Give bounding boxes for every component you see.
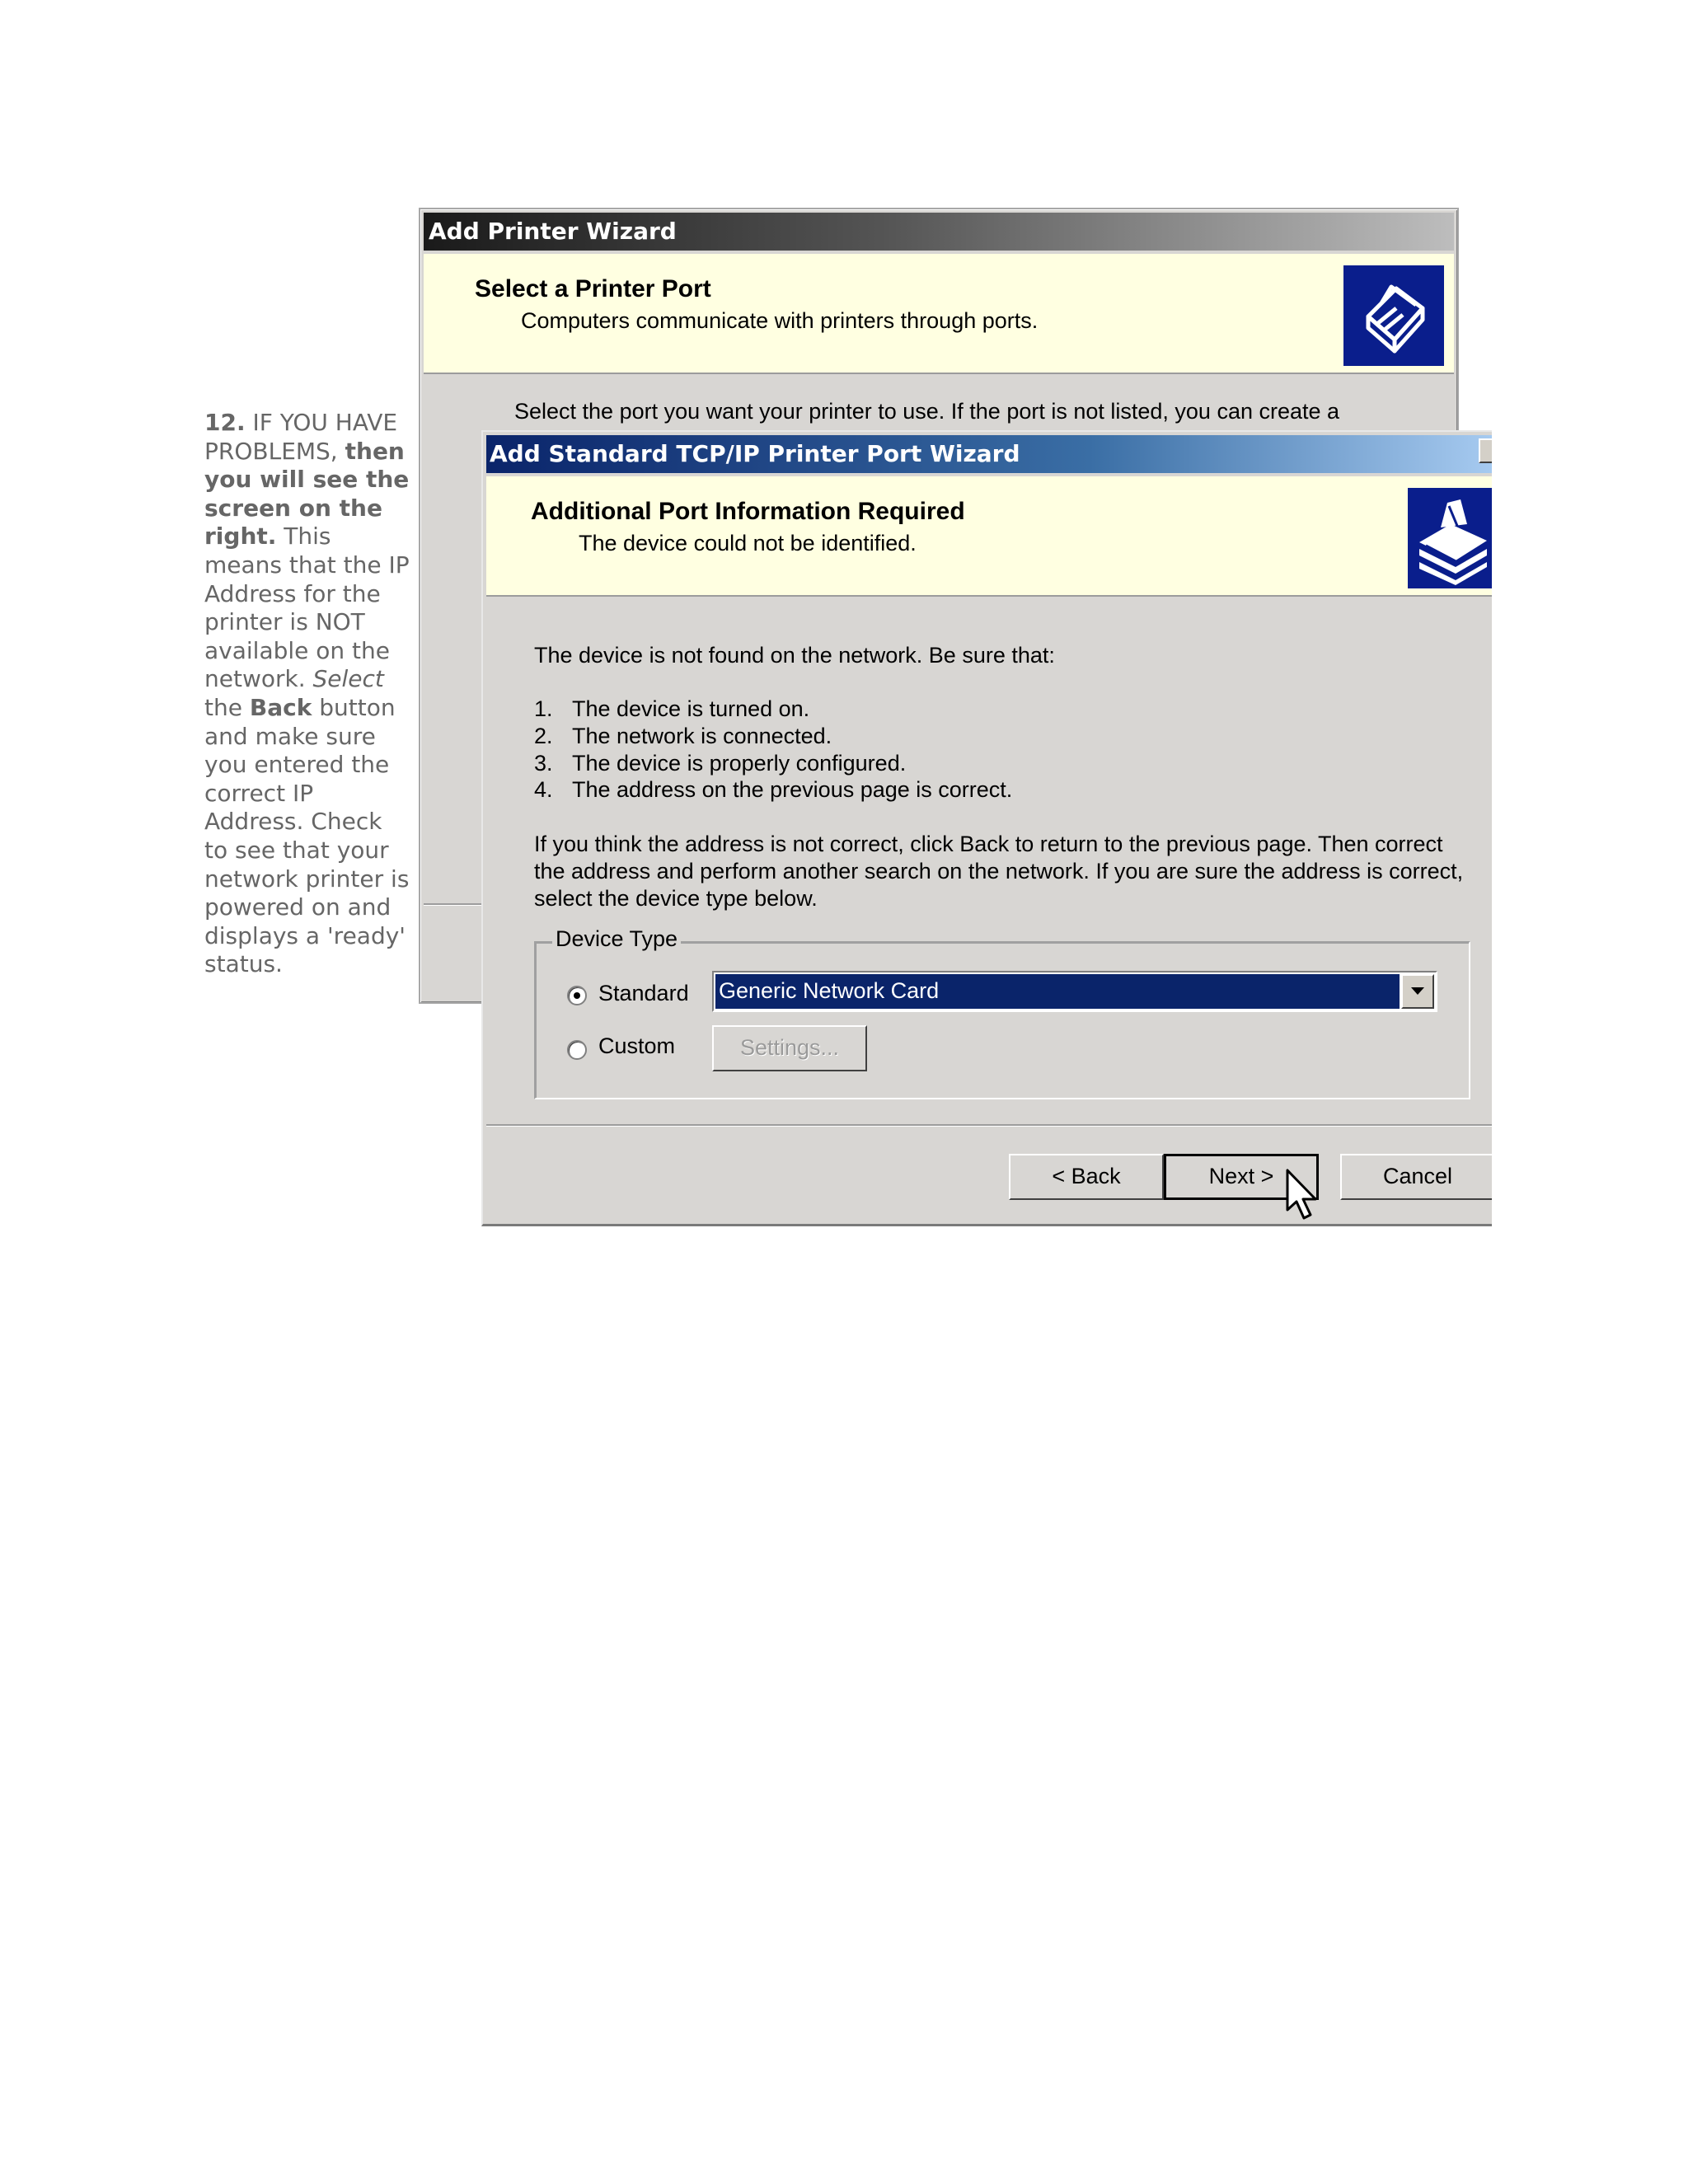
front-window-header xyxy=(486,476,1492,597)
close-button[interactable] xyxy=(1479,438,1492,463)
chevron-down-icon xyxy=(1411,987,1424,995)
printer-port-icon xyxy=(1343,265,1444,366)
device-type-legend: Device Type xyxy=(552,926,681,952)
instructions-paragraph: If you think the address is not correct, click Back to return to the previous page. Then correct the address and perform another search on the network. If you are sure the address is correct, select the device type below. xyxy=(534,832,1464,911)
back-header-title: Select a Printer Port xyxy=(475,275,711,302)
selected-card-value: Generic Network Card xyxy=(715,974,1400,1009)
back-window-title: Add Printer Wizard xyxy=(424,213,1454,251)
instruction-text: 12. IF YOU HAVE PROBLEMS, then you will see the screen on the right. This means that the IP Address for the printer is NOT available on the network. Select the Back button and make sure you entered the correct IP Address. Check to see that your network printer is powered on and displays a 'ready' status. xyxy=(204,409,410,978)
device-card-select[interactable] xyxy=(712,971,1437,1012)
standard-label[interactable]: Standard xyxy=(598,981,689,1005)
tcpip-port-wizard-window xyxy=(481,430,1492,1226)
list-item: 4. The address on the previous page is correct. xyxy=(534,777,1013,803)
list-item: 2. The network is connected. xyxy=(534,723,832,748)
step-number: 12. xyxy=(204,409,246,436)
front-window-title: Add Standard TCP/IP Printer Port Wizard xyxy=(486,435,1492,473)
network-printer-icon xyxy=(1408,488,1492,588)
mouse-pointer-icon xyxy=(1286,1169,1319,1221)
custom-radio[interactable] xyxy=(567,1040,587,1060)
list-item: 3. The device is properly configured. xyxy=(534,750,907,776)
back-button[interactable]: < Back xyxy=(1009,1154,1164,1200)
front-header-subtitle: The device could not be identified. xyxy=(579,531,917,555)
settings-button[interactable]: Settings... xyxy=(712,1025,867,1071)
list-item: 1. The device is turned on. xyxy=(534,696,810,721)
back-body-text: Select the port you want your printer to use. If the port is not listed, you can create a xyxy=(514,399,1340,424)
custom-label[interactable]: Custom xyxy=(598,1033,676,1058)
dropdown-button[interactable] xyxy=(1401,974,1434,1009)
cancel-button[interactable]: Cancel xyxy=(1340,1154,1492,1200)
not-found-intro: The device is not found on the network. Be sure that: xyxy=(534,643,1055,668)
back-window-header xyxy=(424,254,1454,374)
front-header-title: Additional Port Information Required xyxy=(531,498,965,525)
device-type-group xyxy=(534,926,1470,1099)
checklist xyxy=(534,696,1012,804)
back-header-subtitle: Computers communicate with printers through ports. xyxy=(521,308,1039,333)
standard-radio[interactable] xyxy=(567,986,587,1005)
front-divider xyxy=(486,1124,1492,1127)
next-button[interactable]: Next > xyxy=(1164,1154,1319,1200)
